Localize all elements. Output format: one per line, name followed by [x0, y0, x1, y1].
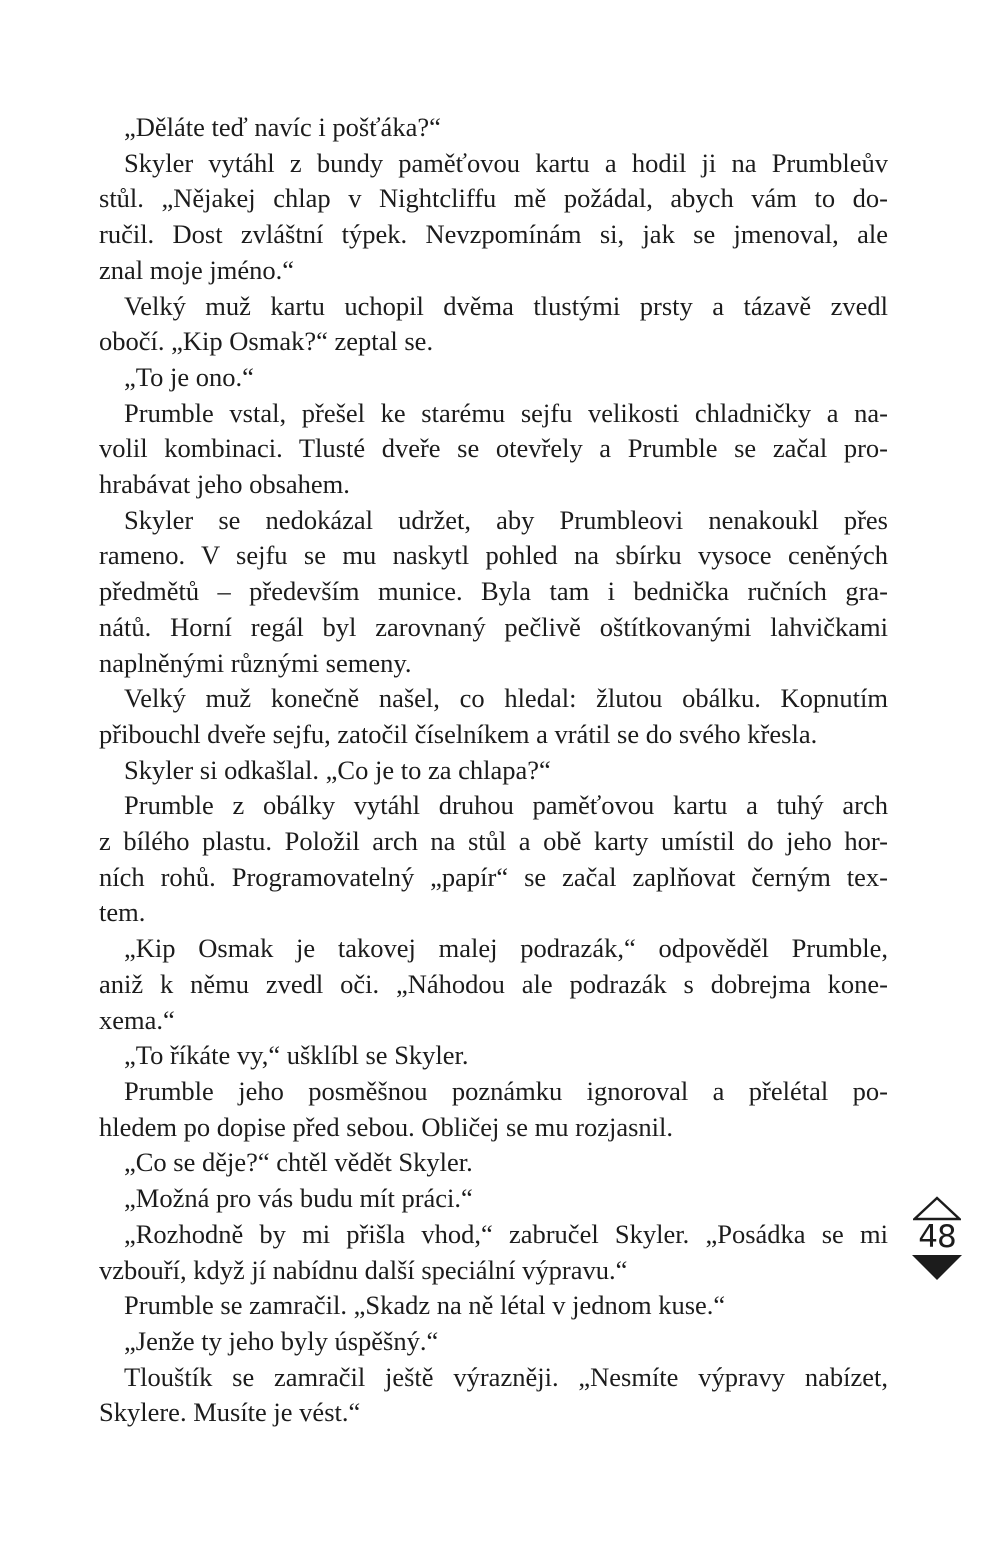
text-line: Prumble jeho posměšnou poznámku ignoroval a přelétal po-	[124, 1075, 888, 1106]
text-line: tem.	[99, 897, 146, 928]
text-line: ručil. Dost zvláštní týpek. Nevzpomínám si, jak se jmenoval, ale	[99, 219, 888, 250]
text-line: Skyler se nedokázal udržet, aby Prumbleovi nenakoukl přes	[124, 504, 888, 535]
text-line: nátů. Horní regál byl zarovnaný pečlivě oštítkovanými lahvičkami	[99, 611, 888, 642]
text-line: naplněnými různými semeny.	[99, 647, 412, 678]
page-back-button[interactable]	[913, 1196, 961, 1221]
text-line: Prumble vstal, přešel ke starému sejfu velikosti chladničky a na-	[124, 397, 888, 428]
text-line: „Možná pro vás budu mít práci.“	[124, 1183, 473, 1214]
page-number: 48	[918, 1219, 956, 1255]
text-line: „Kip Osmak je takovej malej podrazák,“ odpověděl Prumble,	[124, 933, 888, 964]
page-text	[99, 110, 888, 1431]
text-line: rameno. V sejfu se mu naskytl pohled na sbírku vysoce ceněných	[99, 540, 888, 571]
triangle-down-icon	[911, 1254, 963, 1281]
text-line: Prumble se zamračil. „Skadz na ně létal v jednom kuse.“	[124, 1290, 726, 1321]
page-forward-button[interactable]	[911, 1254, 963, 1281]
text-line: „Rozhodně by mi přišla vhod,“ zabručel Skyler. „Posádka se mi	[124, 1218, 888, 1249]
text-line: „Jenže ty jeho byly úspěšný.“	[124, 1325, 439, 1356]
text-line: předmětů – především munice. Byla tam i bednička ručních gra-	[99, 576, 888, 607]
text-line: Tlouštík se zamračil ještě výrazněji. „Nesmíte výpravy nabízet,	[124, 1361, 888, 1392]
text-line: znal moje jméno.“	[99, 254, 294, 285]
text-line: ních rohů. Programovatelný „papír“ se začal zaplňovat černým tex-	[99, 861, 888, 892]
text-line: „Co se děje?“ chtěl vědět Skyler.	[124, 1147, 473, 1178]
text-line: vzbouří, když jí nabídnu další speciální výpravu.“	[99, 1254, 628, 1285]
text-line: Velký muž kartu uchopil dvěma tlustými prsty a tázavě zvedl	[124, 290, 888, 321]
text-line: Skyler vytáhl z bundy paměťovou kartu a hodil ji na Prumbleův	[124, 147, 888, 178]
page-navigation	[908, 1196, 966, 1281]
text-line: „To je ono.“	[124, 361, 254, 392]
text-line: stůl. „Nějakej chlap v Nightcliffu mě požádal, abych vám to do-	[99, 183, 888, 214]
text-line: Skyler si odkašlal. „Co je to za chlapa?“	[124, 754, 551, 785]
text-line: přibouchl dveře sejfu, zatočil číselníkem a vrátil se do svého křesla.	[99, 718, 818, 749]
text-line: Velký muž konečně našel, co hledal: žlutou obálku. Kopnutím	[124, 683, 888, 714]
text-line: „Děláte teď navíc i pošťáka?“	[124, 112, 441, 142]
text-line: xema.“	[99, 1004, 175, 1035]
text-line: Skylere. Musíte je vést.“	[99, 1397, 361, 1428]
text-line: „To říkáte vy,“ ušklíbl se Skyler.	[124, 1040, 469, 1071]
text-line: z bílého plastu. Položil arch na stůl a obě karty umístil do jeho hor-	[99, 826, 888, 857]
text-line: obočí. „Kip Osmak?“ zeptal se.	[99, 326, 434, 357]
triangle-up-icon	[913, 1196, 961, 1221]
text-line: hledem po dopise před sebou. Obličej se mu rozjasnil.	[99, 1111, 674, 1142]
text-line: hrabávat jeho obsahem.	[99, 469, 350, 500]
text-line: aniž k němu zvedl oči. „Náhodou ale podrazák s dobrejma kone-	[99, 968, 888, 999]
text-line: volil kombinaci. Tlusté dveře se otevřely a Prumble se začal pro-	[99, 433, 888, 464]
text-line: Prumble z obálky vytáhl druhou paměťovou kartu a tuhý arch	[124, 790, 888, 821]
